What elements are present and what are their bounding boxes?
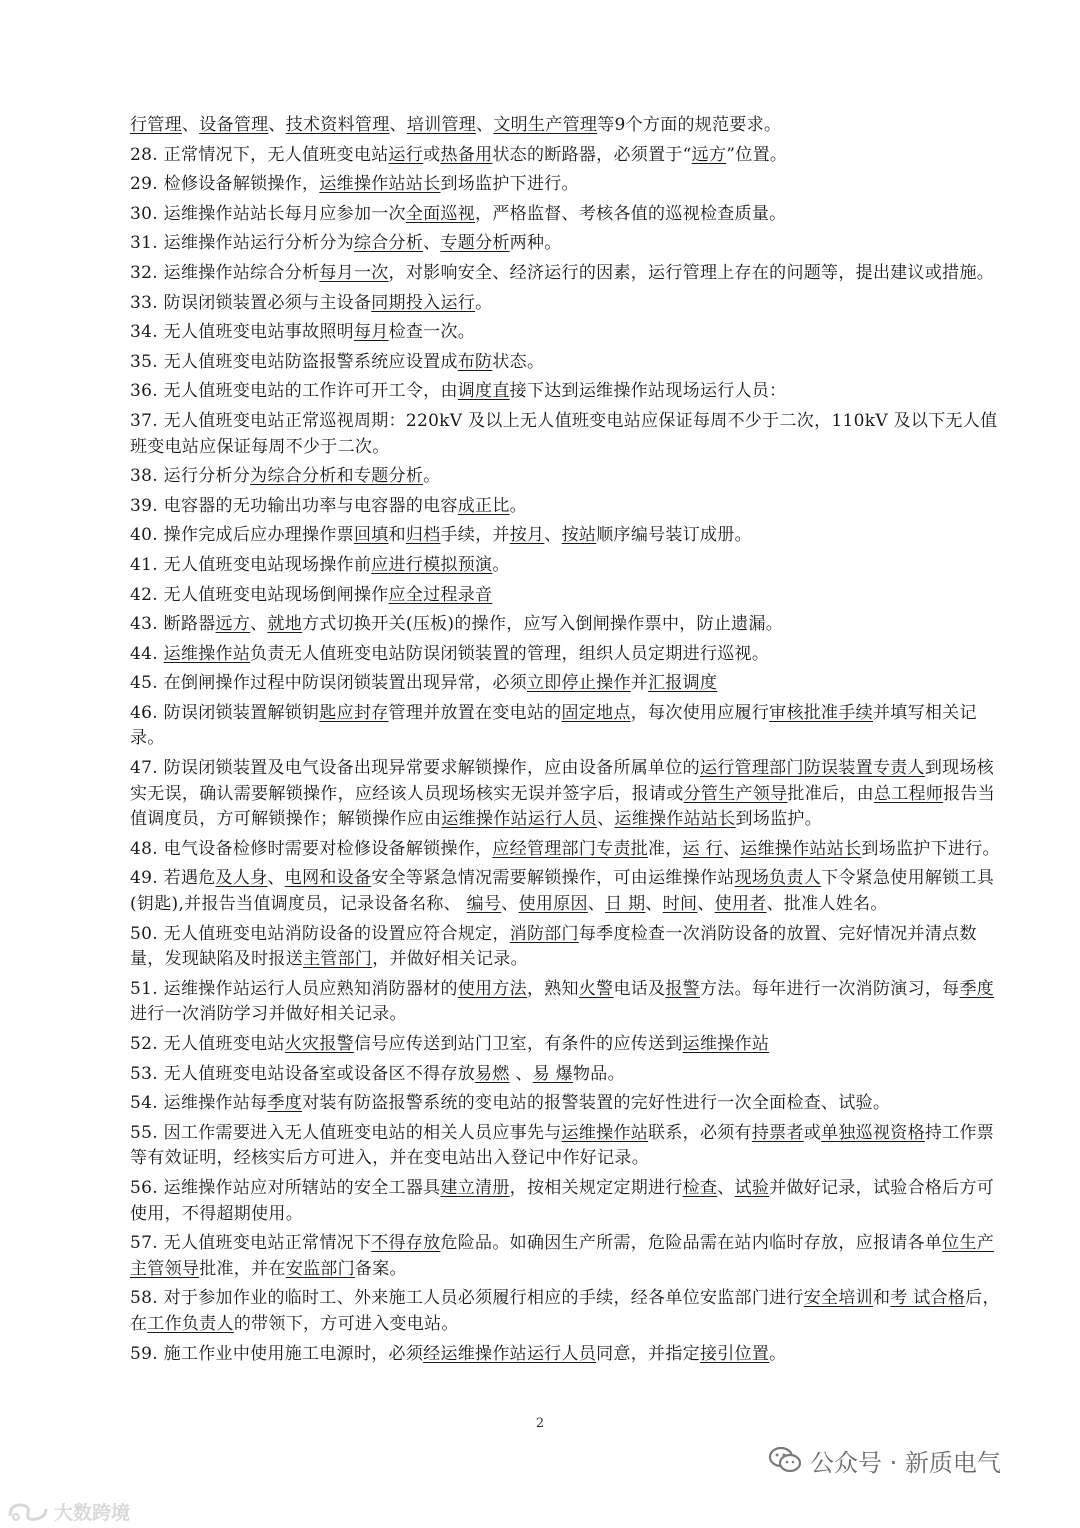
underlined-answer: 就地 — [267, 614, 303, 635]
text-segment: 电话及 — [613, 978, 666, 999]
underlined-answer: 电网和设备 — [284, 868, 372, 889]
paragraph — [130, 642, 1010, 668]
underlined-answer: 运维操作站站长 — [740, 838, 862, 859]
paragraph — [130, 464, 1010, 490]
text-segment: 物品。 — [572, 1063, 625, 1084]
text-segment: 、 — [423, 233, 441, 254]
paragraph — [130, 261, 1010, 287]
paragraph — [130, 1121, 1010, 1172]
text-segment: 联系，必须有 — [648, 1122, 752, 1143]
underlined-answer: 为综合分析和专题分析 — [250, 466, 424, 487]
brand-logo-icon — [6, 1501, 50, 1523]
underlined-answer: 日 期 — [605, 894, 646, 915]
underlined-answer: 汇报调度 — [648, 673, 718, 694]
text-segment: 检查一次。 — [388, 322, 476, 343]
text-segment: 下令紧急使用解锁工具(钥匙),并报告当值调度员，记录设备名称、 — [130, 868, 995, 915]
underlined-answer: 远方 — [215, 614, 251, 635]
text-segment: ，熟知 — [526, 978, 579, 999]
underlined-answer: 成正比 — [457, 495, 510, 516]
paragraph — [130, 1342, 1010, 1368]
paragraph — [130, 172, 1010, 198]
underlined-answer: 编号 — [466, 894, 502, 915]
paragraph — [130, 612, 1010, 638]
text-segment: 、 — [722, 838, 741, 859]
text-segment: 。 — [509, 495, 527, 516]
paragraph — [130, 202, 1010, 228]
text-segment: 并 — [630, 673, 649, 694]
text-segment: 、 — [181, 115, 200, 135]
text-segment: 两种。 — [509, 233, 562, 254]
underlined-answer: 运维操作站 — [682, 1034, 770, 1054]
underlined-answer: 不得存放 — [371, 1233, 441, 1254]
text-segment: 、 — [389, 115, 407, 135]
paragraph — [130, 1032, 1010, 1058]
text-segment: 54. 运维操作站每 — [130, 1093, 268, 1114]
paragraph — [130, 837, 1010, 863]
text-segment: 方式切换开关(压板)的操作，应写入倒闸操作票中，防止遗漏。 — [302, 614, 784, 635]
underlined-answer: 按月 — [509, 525, 545, 546]
text-segment: ，按相关规定定期进行 — [509, 1177, 683, 1198]
text-segment: ，严格监督、考核各值的巡视检查质量。 — [475, 203, 787, 224]
paragraph — [130, 1231, 1010, 1282]
text-segment: 32. 运维操作站综合分析 — [130, 262, 320, 283]
text-segment: 手续，并 — [440, 525, 510, 546]
underlined-answer: 应进行模拟预演 — [371, 554, 493, 575]
text-segment: 59. 施工作业中使用施工电源时，必须 — [130, 1343, 424, 1364]
underlined-answer: 文明生产管理 — [493, 115, 598, 135]
text-segment: 56. 运维操作站应对所辖站的安全工器具 — [130, 1177, 441, 1198]
underlined-answer: 使用原因 — [518, 894, 588, 915]
underlined-answer: 及人身 — [215, 868, 268, 889]
underlined-answer: 匙应封存 — [319, 702, 389, 723]
text-segment: 51. 运维操作站运行人员应熟知消防器材的 — [130, 978, 458, 999]
text-segment: 42. 无人值班变电站现场倒闸操作 — [130, 584, 389, 605]
underlined-answer: 现场负责人 — [734, 868, 822, 889]
text-segment: 44. — [130, 643, 164, 664]
underlined-answer: 单独巡视资格 — [821, 1122, 925, 1143]
text-segment: 33. 防误闭锁装置必须与主设备 — [130, 292, 372, 313]
underlined-answer: 工作负责人 — [147, 1313, 234, 1334]
paragraph — [130, 494, 1010, 520]
text-segment: 、 — [544, 525, 562, 546]
text-segment: ，每次使用应履行 — [630, 702, 770, 723]
underlined-answer: 运行管理部门防误装置专责人 — [699, 758, 925, 779]
text-segment: 到场监护。 — [735, 809, 823, 830]
underlined-answer: 行管理 — [130, 115, 182, 135]
text-segment: 、 — [268, 115, 286, 135]
underlined-answer: 运维操作站 — [163, 643, 251, 664]
text-segment: 53. 无人值班变电站设备室或设备区不得存放 — [130, 1063, 476, 1084]
text-segment: 46. 防误闭锁装置解锁钥 — [130, 702, 320, 723]
paragraph — [130, 320, 1010, 346]
text-segment: 41. 无人值班变电站现场操作前 — [130, 554, 372, 575]
text-segment: 和 — [388, 525, 406, 546]
text-segment: 进行一次消防学习并做好相关记录。 — [130, 1004, 407, 1025]
underlined-answer: 每月 — [353, 322, 389, 343]
underlined-answer: 培训管理 — [406, 115, 477, 135]
text-segment: 对装有防盗报警系统的变电站的报警装置的完好性进行一次全面检查、试验。 — [302, 1093, 891, 1114]
underlined-answer: 全面巡视 — [405, 203, 476, 224]
underlined-answer: 安全培训 — [803, 1288, 873, 1309]
corner-label: 大数跨境 — [54, 1502, 131, 1524]
text-segment: 55. 因工作需要进入无人值班变电站的相关人员应事先与 — [130, 1122, 562, 1143]
underlined-answer: 同期投入运行 — [371, 292, 476, 313]
text-segment: 39. 电容器的无功输出功率与电容器的电容 — [130, 495, 458, 516]
paragraph — [130, 409, 1010, 460]
wechat-watermark — [768, 1444, 1001, 1476]
text-segment: 或 — [423, 144, 441, 165]
underlined-answer: 时间 — [662, 894, 698, 915]
paragraph — [130, 379, 1010, 405]
paragraph — [130, 1176, 1010, 1227]
text-segment: 36. 无人值班变电站的工作许可开工令，由 — [130, 381, 458, 402]
paragraph — [130, 671, 1010, 697]
text-segment: 报告当值调度员，方可解锁操作；解锁操作应由 — [130, 783, 996, 830]
paragraph — [130, 291, 1010, 317]
underlined-answer: 接引位置 — [699, 1343, 770, 1364]
underlined-answer: 易燃 — [475, 1063, 510, 1084]
text-segment: 和 — [872, 1288, 891, 1309]
text-segment: 、 — [476, 115, 494, 135]
text-segment: 30. 运维操作站站长每月应参加一次 — [130, 203, 406, 224]
text-segment: 信号应传送到站门卫室，有条件的应传送到 — [353, 1034, 683, 1054]
text-segment: 或 — [803, 1122, 822, 1143]
text-segment: ”位置。 — [726, 144, 788, 165]
paragraph — [130, 231, 1010, 257]
text-segment: 40. 操作完成后应办理操作票 — [130, 525, 354, 546]
underlined-answer: 综合分析 — [353, 233, 424, 254]
underlined-answer: 回填 — [353, 525, 389, 546]
text-segment: 同意，并指定 — [596, 1343, 700, 1364]
paragraph — [130, 553, 1010, 579]
underlined-answer: 季度 — [267, 1093, 303, 1114]
text-segment: 批准后，由 — [787, 783, 874, 804]
text-segment: 危险品。如确因生产所需，危险品需在站内临时存放，应报请各单 — [440, 1233, 943, 1254]
text-segment: 状态。 — [492, 351, 545, 372]
text-segment: 52. 无人值班变电站 — [130, 1034, 285, 1054]
paragraph — [130, 866, 1010, 917]
underlined-answer: 调度直 — [457, 381, 510, 402]
underlined-answer: 试验 — [734, 1177, 770, 1198]
text-segment: 的带领下，方可进入变电站。 — [233, 1313, 459, 1334]
text-segment: 38. 运行分析分 — [130, 466, 251, 487]
text-segment: 、 — [267, 868, 285, 889]
paragraph — [130, 922, 1010, 973]
text-segment: 并做好记录，试验合格后方可使用，不得超期使用。 — [130, 1177, 995, 1224]
underlined-answer: 季度 — [959, 978, 995, 999]
underlined-answer: 运维操作站 — [561, 1122, 649, 1143]
text-segment: 到场监护下进行。 — [861, 838, 1000, 859]
underlined-answer: 应经管理部门专责批 — [492, 838, 649, 859]
underlined-answer: 运行 — [388, 144, 424, 165]
text-segment: ，对影响安全、经济运行的因素，运行管理上存在的问题等，提出建议或措施。 — [388, 262, 995, 283]
text-segment: 57. 无人值班变电站正常情况下 — [130, 1233, 372, 1254]
text-segment: 、 — [587, 894, 606, 915]
text-segment: 29. 检修设备解锁操作， — [130, 174, 320, 195]
underlined-answer: 技术资料管理 — [285, 115, 390, 135]
paragraph — [130, 977, 1010, 1028]
wechat-icon — [768, 1445, 802, 1475]
underlined-answer: 使用者 — [714, 894, 767, 915]
text-segment: 持工作票等有效证明，经核实后方可进入，并在变电站出入登记中作好记录。 — [130, 1122, 995, 1169]
underlined-answer: 远方 — [691, 144, 727, 165]
text-segment: 。 — [769, 1343, 787, 1364]
underlined-answer: 经运维操作站运行人员 — [423, 1343, 597, 1364]
text-segment: 、 — [645, 894, 663, 915]
underlined-answer: 热备用 — [440, 144, 493, 165]
text-segment: 50. 无人值班变电站消防设备的设置应符合规定， — [130, 923, 510, 944]
wechat-label: 公众号 · 新质电气 — [810, 1448, 1001, 1477]
paragraph — [130, 523, 1010, 549]
underlined-answer: 持票者 — [751, 1122, 804, 1143]
text-segment: 到场监护下进行。 — [440, 174, 579, 195]
underlined-answer: 运维操作站站长 — [319, 174, 441, 195]
paragraph — [130, 113, 1010, 139]
paragraph — [130, 583, 1010, 609]
underlined-answer: 固定地点 — [561, 702, 631, 723]
text-segment: 到现场核实无误，确认需要解锁操作，应经该人员现场核实无误并签字后，报请或 — [130, 758, 995, 804]
text-segment: 45. 在倒闸操作过程中防误闭锁装置出现异常，必须 — [130, 673, 527, 694]
text-segment: 、 — [717, 1177, 735, 1198]
text-segment: 、 — [697, 894, 715, 915]
paragraph — [130, 756, 1010, 833]
text-segment: 准， — [648, 838, 683, 859]
paragraph — [130, 701, 1010, 752]
underlined-answer: 易 爆 — [532, 1063, 573, 1084]
text-segment: 28. 正常情况下，无人值班变电站 — [130, 144, 389, 165]
text-segment: 、 — [501, 894, 519, 915]
text-segment: 接下达到运维操作站现场运行人员： — [509, 381, 787, 402]
text-segment: 管理并放置在变电站的 — [388, 702, 562, 723]
text-segment: 、 — [250, 614, 268, 635]
text-segment: 每季度检查一次消防设备的放置、完好情况并清点数量，发现缺陷及时报送 — [130, 923, 977, 970]
text-segment: 安全等紧急情况需要解锁操作，可由运维操作站 — [371, 868, 735, 889]
underlined-answer: 归档 — [405, 525, 441, 546]
text-segment: ，并做好相关记录。 — [372, 949, 528, 970]
text-segment: 。 — [423, 466, 441, 487]
underlined-answer: 立即停止操作 — [526, 673, 631, 694]
underlined-answer: 运维操作站运行人员 — [441, 809, 598, 830]
text-segment: 、 — [597, 809, 615, 830]
text-segment: 43. 断路器 — [130, 614, 216, 635]
text-segment: 状态的断路器，必须置于“ — [492, 144, 692, 165]
underlined-answer: 使用方法 — [457, 978, 527, 999]
underlined-answer: 按站 — [561, 525, 597, 546]
underlined-answer: 安监部门 — [285, 1258, 355, 1279]
underlined-answer: 分管生产领导 — [683, 783, 788, 804]
underlined-answer: 布防 — [457, 351, 493, 372]
text-segment: 48. 电气设备检修时需要对检修设备解锁操作， — [130, 838, 493, 859]
underlined-answer: 总工程师 — [873, 783, 944, 804]
corner-watermark — [6, 1498, 130, 1525]
paragraph — [130, 143, 1010, 169]
text-segment: 31. 运维操作站运行分析分为 — [130, 233, 354, 254]
underlined-answer: 应全过程录音 — [388, 584, 493, 605]
text-segment: 等9个方面的规范要求。 — [597, 115, 782, 135]
text-segment: 批准，并在 — [199, 1258, 286, 1279]
paragraph — [130, 1286, 1010, 1337]
text-segment: 方法。每年进行一次消防演习，每 — [699, 978, 960, 999]
text-segment: 。 — [492, 554, 510, 575]
text-segment: 顺序编号装订成册。 — [596, 525, 752, 546]
text-segment: 、批准人姓名。 — [766, 894, 888, 915]
underlined-answer: 火警 — [578, 978, 614, 999]
underlined-answer: 消防部门 — [509, 923, 579, 944]
document-body — [130, 113, 1010, 1367]
underlined-answer: 报警 — [665, 978, 700, 999]
text-segment: 35. 无人值班变电站防盗报警系统应设置成 — [130, 351, 458, 372]
underlined-answer: 主管部门 — [303, 949, 373, 970]
text-segment: 34. 无人值班变电站事故照明 — [130, 322, 354, 343]
underlined-answer: 检查 — [682, 1177, 718, 1198]
paragraph — [130, 350, 1010, 376]
text-segment: 、 — [509, 1063, 533, 1084]
underlined-answer: 专题分析 — [440, 233, 510, 254]
text-segment: 。 — [475, 292, 493, 313]
text-segment: 后，在 — [130, 1288, 1000, 1334]
text-segment: 备案。 — [354, 1258, 407, 1279]
underlined-answer: 建立清册 — [440, 1177, 510, 1198]
underlined-answer: 位生产主管领导 — [130, 1233, 995, 1279]
page-number: 2 — [535, 1416, 545, 1431]
paragraph — [130, 1091, 1010, 1117]
underlined-answer: 每月一次 — [319, 262, 389, 283]
underlined-answer: 火灾报警 — [284, 1034, 354, 1054]
underlined-answer: 设备管理 — [199, 115, 269, 135]
underlined-answer: 考 试合格 — [890, 1288, 966, 1309]
text-segment: 47. 防误闭锁装置及电气设备出现异常要求解锁操作，应由设备所属单位的 — [130, 758, 700, 779]
text-segment: 37. 无人值班变电站正常巡视周期：220kV 及以上无人值班变电站应保证每周不少于二次，110kV 及以下无人值班变电站应保证每周不少于二次。 — [130, 410, 998, 457]
text-segment: 58. 对于参加作业的临时工、外来施工人员必须履行相应的手续，经各单位安监部门进行 — [130, 1288, 804, 1309]
underlined-answer: 运维操作站站长 — [614, 809, 736, 830]
underlined-answer: 运 行 — [682, 838, 723, 859]
text-segment: 并填写相关记录。 — [130, 702, 977, 749]
text-segment: 49. 若遇危 — [130, 868, 216, 889]
underlined-answer: 审核批准手续 — [769, 702, 873, 723]
text-segment: 负责无人值班变电站防误闭锁装置的管理，组织人员定期进行巡视。 — [250, 643, 770, 664]
paragraph — [130, 1062, 1010, 1088]
